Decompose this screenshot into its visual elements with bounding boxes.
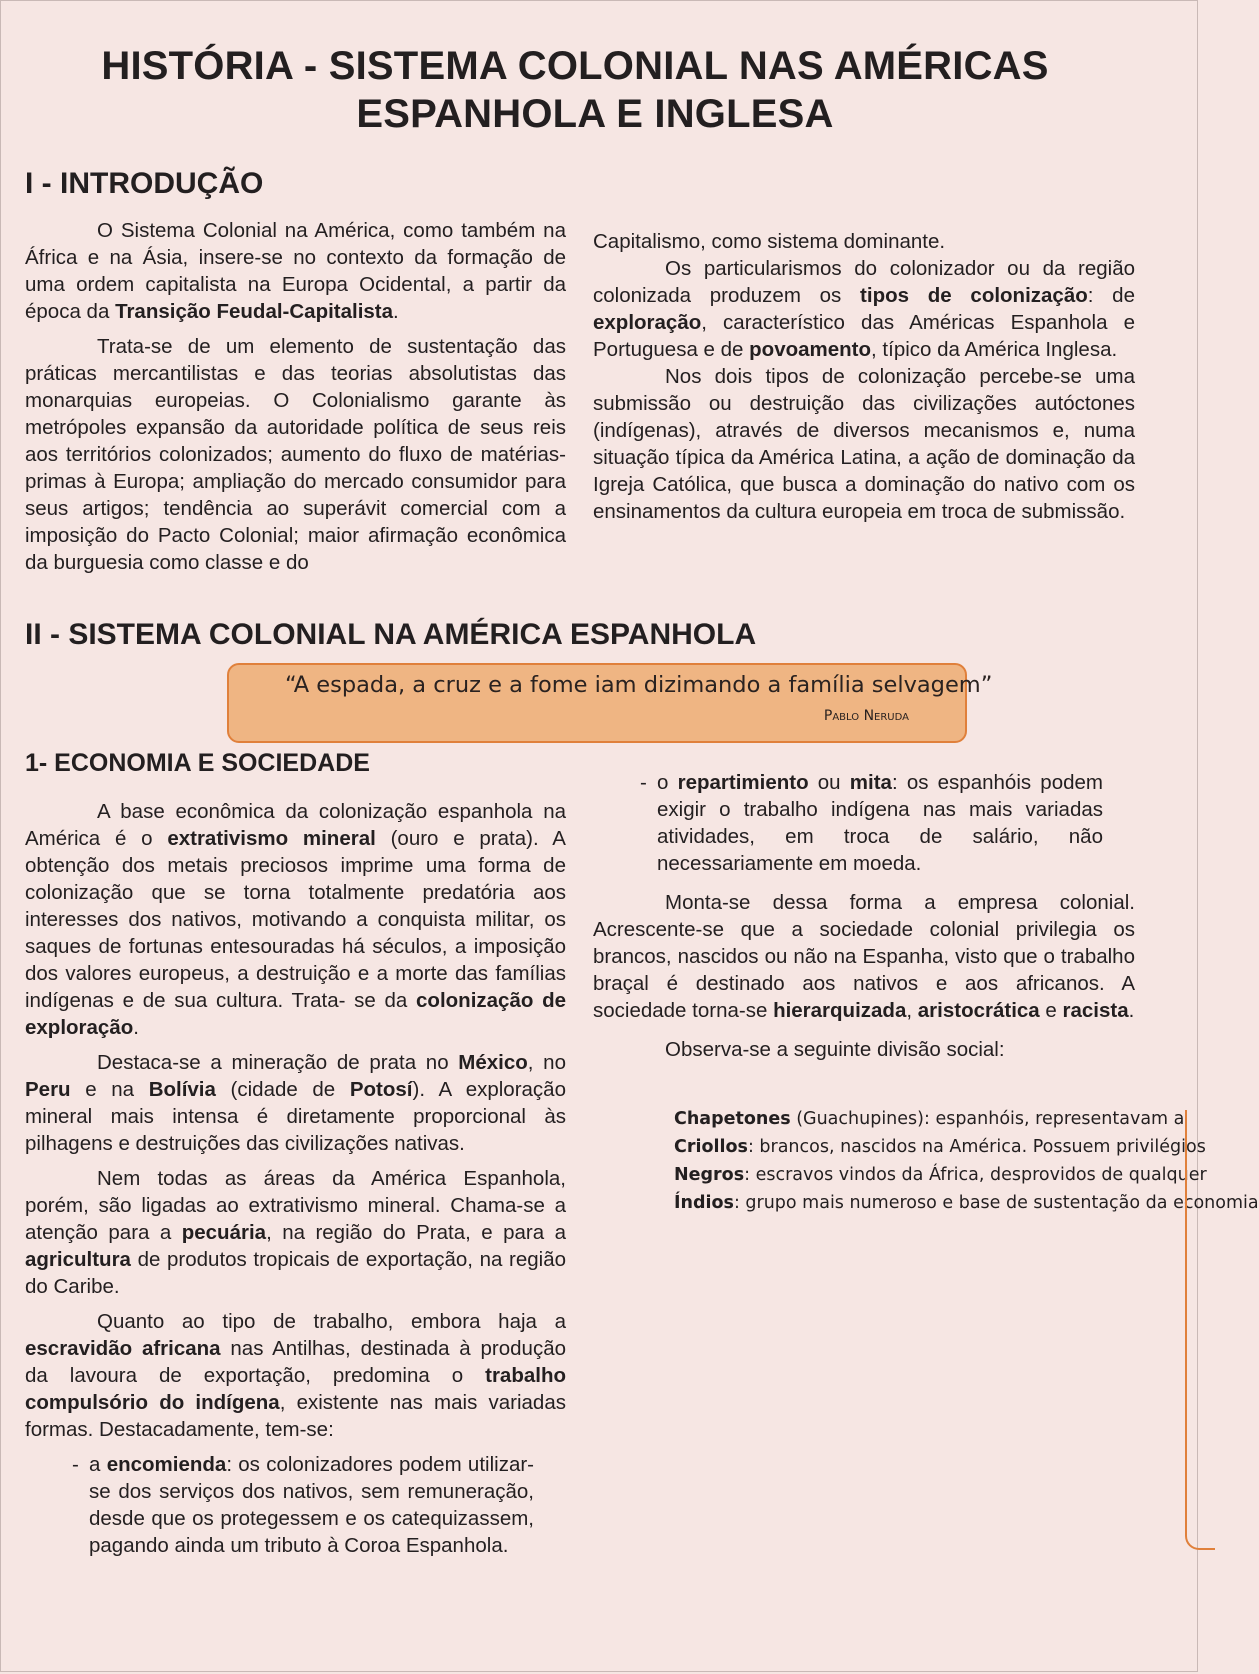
bold-term: escravidão africana — [25, 1337, 221, 1360]
social-division-list — [674, 1105, 1259, 1217]
page-title-line-2: ESPANHOLA E INGLESA — [356, 92, 834, 136]
text: , — [906, 999, 918, 1022]
economy-right-column — [593, 769, 1135, 1063]
economy-paragraph-1 — [25, 798, 566, 1041]
text: (ouro e prata). A obtenção dos metais preciosos imprime uma forma de colonização que se torna totalmente predatória aos interesses dos nativos, motivando a conquista militar, os saques de fortunas entesouradas há séculos, a imposição dos valores europeus, a destruição e a morte das famílias indígenas e de sua cultura. Trata- se da — [25, 827, 566, 1012]
text: ). A exploração mineral mais intensa é diretamente proporcional às pilhagens e destruições das civilizações nativas. — [25, 1078, 566, 1155]
bold-term: colonização de exploração — [25, 989, 566, 1039]
text: (cidade de — [215, 1078, 350, 1101]
subsection-heading: 1- ECONOMIA E SOCIEDADE — [25, 749, 370, 777]
text: de produtos tropicais de exportação, na região do Caribe. — [25, 1248, 566, 1298]
bold-term: agricultura — [25, 1248, 131, 1271]
quote-box — [227, 663, 993, 743]
economy-paragraph-5 — [593, 889, 1135, 1024]
bold-term: exploração — [593, 311, 702, 334]
text: (Guachupines): espanhóis, representavam a — [790, 1109, 1185, 1129]
text: Destaca-se a mineração de prata no — [97, 1051, 459, 1074]
intro-left-column — [25, 217, 566, 576]
text: A base econômica da colonização espanhola na América é o — [25, 800, 566, 850]
text: , na região do Prata, e para a — [266, 1221, 566, 1244]
bold-term: Negros — [674, 1165, 745, 1185]
bold-term: Criollos — [674, 1137, 748, 1157]
text: Nem todas as áreas da América Espanhola, porém, são ligadas ao extrativismo mineral. Chama-se a atenção para a — [25, 1167, 566, 1244]
text: , no — [527, 1051, 566, 1074]
bold-term: Potosí — [349, 1078, 413, 1101]
side-box-border — [1185, 1110, 1215, 1550]
text: e na — [70, 1078, 149, 1101]
text: . — [393, 300, 399, 323]
intro-paragraph-2: Trata-se de um elemento de sustentação das práticas mercantilistas e das teorias absolutistas das monarquias europeias. O Colonialismo garante às metrópoles expansão da autoridade política de seus reis aos territórios colonizados; aumento do fluxo de matérias-primas à Europa; ampliação do mercado consumidor para seus artigos; tendência ao superávit comercial com a imposição do Pacto Colonial; maior afirmação econômica da burguesia como classe e do — [25, 335, 566, 574]
page-title-line-1: HISTÓRIA - SISTEMA COLONIAL NAS AMÉRICAS — [101, 44, 1049, 88]
text: nas Antilhas, destinada à produção da lavoura de exportação, predomina o — [25, 1337, 566, 1387]
bold-term: encomienda — [106, 1453, 227, 1476]
text: : grupo mais numeroso e base de sustentação da economia — [733, 1193, 1259, 1213]
list-dash: - — [640, 771, 647, 794]
text: , típico da América Inglesa. — [871, 338, 1118, 361]
text: Os particularismos do colonizador ou da região colonizada produzem os — [593, 257, 1135, 307]
bold-term: repartimiento — [677, 771, 809, 794]
economy-left-column — [25, 798, 566, 1559]
list-item — [674, 1105, 1200, 1133]
economy-paragraph-3 — [25, 1165, 566, 1300]
list-item-repartimiento — [640, 769, 1103, 877]
bold-term: Transição Feudal-Capitalista — [115, 300, 394, 323]
list-item — [674, 1133, 1206, 1161]
list-item-encomienda — [72, 1451, 534, 1559]
bold-term: México — [458, 1051, 528, 1074]
bold-term: racista — [1062, 999, 1129, 1022]
quote-text: “A espada, a cruz e a fome iam dizimando a família selvagem” — [285, 672, 993, 698]
text: O Sistema Colonial na América, como também na África e na Ásia, insere-se no contexto da formação de uma ordem capitalista na Europa Ocidental, a partir da época da — [25, 219, 566, 323]
bold-term: hierarquizada — [773, 999, 907, 1022]
text: : escravos vindos da África, desprovidos de qualquer — [744, 1165, 1207, 1185]
section-1-heading: I - INTRODUÇÃO — [25, 167, 264, 200]
text: Monta-se dessa forma a empresa colonial. Acrescente-se que a sociedade colonial privilegia os brancos, nascidos ou não na Espanha, visto que o trabalho braçal é destinado aos nativos e aos africanos. A sociedade torna-se — [593, 891, 1135, 1022]
bold-term: Chapetones — [674, 1109, 791, 1129]
text: : de — [1087, 284, 1135, 307]
bold-term: aristocrática — [917, 999, 1040, 1022]
page-title — [0, 42, 1150, 138]
bold-term: Índios — [674, 1193, 734, 1213]
bold-term: extrativismo mineral — [167, 827, 376, 850]
text: : brancos, nascidos na América. Possuem privilégios — [747, 1137, 1206, 1157]
text: e — [1039, 999, 1063, 1022]
text: a — [89, 1453, 107, 1476]
economy-paragraph-2 — [25, 1049, 566, 1157]
section-2-heading: II - SISTEMA COLONIAL NA AMÉRICA ESPANHOLA — [25, 618, 757, 651]
text: , existente nas mais variadas formas. Destacadamente, tem-se: — [25, 1391, 566, 1441]
economy-paragraph-4 — [25, 1308, 566, 1443]
text: : os colonizadores podem utilizar-se dos serviços dos nativos, sem remuneração, desde que os protegessem e os catequizassem, pagando ainda um tributo à Coroa Espanhola. — [89, 1453, 534, 1557]
intro-paragraph-4: Nos dois tipos de colonização percebe-se uma submissão ou destruição das civilizações autóctones (indígenas), através de diversos mecanismos e, numa situação típica da América Latina, a ação de dominação da Igreja Católica, que busca a dominação do nativo com os ensinamentos da cultura europeia em troca de submissão. — [593, 365, 1135, 523]
bold-term: povoamento — [749, 338, 872, 361]
text: o — [657, 771, 678, 794]
text: : os espanhóis podem exigir o trabalho indígena nas mais variadas atividades, em troca de salário, não necessariamente em moeda. — [657, 771, 1103, 875]
list-item — [674, 1189, 1259, 1217]
list-item — [674, 1161, 1207, 1189]
text: . — [133, 1016, 139, 1039]
bold-term: mita — [849, 771, 892, 794]
bold-term: pecuária — [181, 1221, 267, 1244]
intro-paragraph-continued: Capitalismo, como sistema dominante. — [593, 230, 946, 253]
text: ou — [808, 771, 850, 794]
economy-paragraph-6: Observa-se a seguinte divisão social: — [665, 1038, 1005, 1061]
bold-term: trabalho compulsório do indígena — [25, 1364, 566, 1414]
list-dash: - — [72, 1453, 79, 1476]
bold-term: Bolívia — [148, 1078, 216, 1101]
quote-author: Pablo Neruda — [823, 708, 909, 724]
intro-right-column — [593, 228, 1135, 525]
text: . — [1128, 999, 1135, 1022]
text: , característico das Américas Espanhola e Portuguesa e de — [593, 311, 1135, 361]
text: Quanto ao tipo de trabalho, embora haja a — [97, 1310, 566, 1333]
bold-term: Peru — [25, 1078, 71, 1101]
bold-term: tipos de colonização — [860, 284, 1088, 307]
intro-paragraph-1 — [25, 217, 566, 325]
intro-paragraph-3 — [593, 255, 1135, 363]
